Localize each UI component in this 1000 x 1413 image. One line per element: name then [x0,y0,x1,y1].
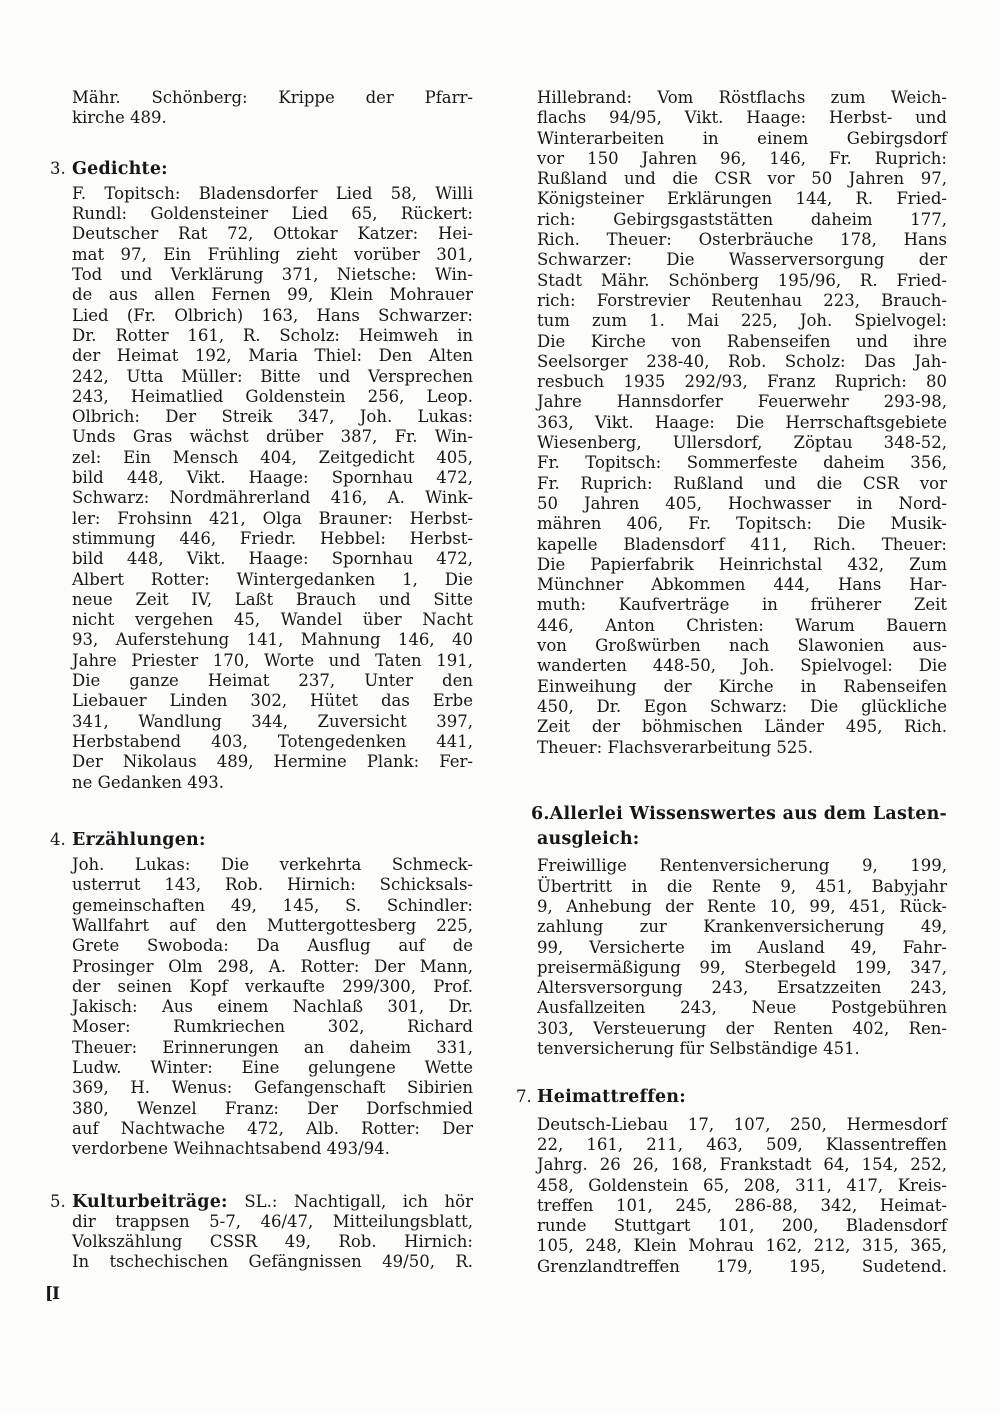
section-5-body [72,1212,473,1273]
section-6-heading-line-1 [531,804,947,824]
text-line: Joh. Lukas: Die verkehrta Schmeck- [72,855,473,875]
section-6-body [537,856,947,1059]
text-line: neue Zeit IV, Laßt Brauch und Sitte [72,589,473,609]
text-line: 450, Dr. Egon Schwarz: Die glückliche [537,696,947,716]
text-line: Seelsorger 238-40, Rob. Scholz: Das Jah- [537,351,947,371]
text-line: 50 Jahren 405, Hochwasser in Nord- [537,493,947,513]
section-5-first-line [72,1192,473,1212]
text-line: Münchner Abkommen 444, Hans Har- [537,575,947,595]
text-line: Hillebrand: Vom Röstflachs zum Weich- [537,88,947,107]
text-line: Albert Rotter: Wintergedanken 1, Die [72,569,473,589]
section-5-continued-paragraph [537,88,947,758]
text-line: Theuer: Erinnerungen an daheim 331, [72,1037,473,1057]
text-line: tum zum 1. Mai 225, Joh. Spielvogel: [537,311,947,331]
text-line: Prosinger Olm 298, A. Rotter: Der Mann, [72,956,473,976]
text-line: zel: Ein Mensch 404, Zeitgedicht 405, [72,447,473,467]
text-line: dir trappsen 5-7, 46/47, Mitteilungsblatt, [72,1211,473,1231]
text-line: mat 97, Ein Frühling zieht vorüber 301, [72,244,473,264]
text-line: Rußland und die CSR vor 50 Jahren 97, [537,169,947,189]
text-line: ler: Frohsinn 421, Olga Brauner: Herbst- [72,508,473,528]
text-line: auf Nachtwache 472, Alb. Rotter: Der [72,1118,473,1138]
text-line: Königsteiner Erklärungen 144, R. Fried- [537,189,947,209]
text-line: flachs 94/95, Vikt. Haage: Herbst- und [537,108,947,128]
text-line: gemeinschaften 49, 145, S. Schindler: [72,895,473,915]
text-line: Zeit der böhmischen Länder 495, Rich. [537,717,947,737]
section-3-heading [50,158,473,179]
text-line: 363, Vikt. Haage: Die Herrschaftsgebiete [537,412,947,432]
text-line: resbuch 1935 292/93, Franz Ruprich: 80 [537,372,947,392]
text-line: muth: Kaufverträge in früherer Zeit [537,595,947,615]
page-number-marker: [I [45,1284,59,1304]
text-line: tenversicherung für Selbständige 451. [537,1039,860,1059]
text-line: runde Stuttgart 101, 200, Bladensdorf [537,1216,947,1236]
text-line: Theuer: Flachsverarbeitung 525. [537,737,814,757]
text-line: Freiwillige Rentenversicherung 9, 199, [537,856,947,876]
text-line: vor 150 Jahren 96, 146, Fr. Ruprich: [537,148,947,168]
text-line: In tschechischen Gefängnissen 49/50, R. [72,1252,473,1272]
text-line: Altersversorgung 243, Ersatzzeiten 243, [537,978,947,998]
text-line: Die Papierfabrik Heinrichstal 432, Zum [537,554,947,574]
section-6-title-part-1: Allerlei Wissenswertes aus dem Lasten- [549,803,947,824]
text-line: rich: Forstrevier Reutenhau 223, Brauch- [537,290,947,310]
text-line: Stadt Mähr. Schönberg 195/96, R. Fried- [537,270,947,290]
text-line: Jakisch: Aus einem Nachlaß 301, Dr. [72,997,473,1017]
section-7-heading [516,1087,947,1108]
text-line: verdorbene Weihnachtsabend 493/94. [72,1139,390,1159]
text-line: Der Nikolaus 489, Hermine Plank: Fer- [72,752,473,772]
text-line: nicht vergehen 45, Wandel über Nacht [72,610,473,630]
text-line: kirche 489. [72,108,167,128]
right-column [517,88,947,1277]
text-line: Deutscher Rat 72, Ottokar Katzer: Hei- [72,224,473,244]
text-line: 243, Heimatlied Goldenstein 256, Leop. [72,386,473,406]
text-line: stimmung 446, Friedr. Hebbel: Herbst- [72,528,473,548]
text-line: Unds Gras wächst drüber 387, Fr. Win- [72,427,473,447]
text-line: Übertritt in die Rente 9, 451, Babyjahr [537,876,947,896]
section-3-number: 3. [50,158,66,178]
text-line: 9, Anhebung der Rente 10, 99, 451, Rück- [537,896,947,916]
text-line: 446, Anton Christen: Warum Bauern [537,615,947,635]
text-line: zahlung zur Krankenversicherung 49, [537,917,947,937]
section-4-heading [50,829,473,850]
section-5-title: Kulturbeiträge: [72,1191,228,1212]
section-4-title: Erzählungen: [72,829,206,850]
section-4-body [72,855,473,1159]
section-5-first-line-rest: SL.: Nachtigall, ich hör [244,1191,473,1211]
text-line: 341, Wandlung 344, Zuversicht 397, [72,711,473,731]
text-line: Schwarzer: Die Wasserversorgung der [537,250,947,270]
text-line: F. Topitsch: Bladensdorfer Lied 58, Willi [72,183,473,203]
text-line: bild 448, Vikt. Haage: Spornhau 472, [72,549,473,569]
text-line: Winterarbeiten in einem Gebirgsdorf [537,128,947,148]
text-line: Grenzlandtreffen 179, 195, Sudetend. [537,1256,947,1276]
text-line: Volkszählung CSSR 49, Rob. Hirnich: [72,1232,473,1252]
text-line: Deutsch-Liebau 17, 107, 250, Hermesdorf [537,1114,947,1134]
section-6-heading [531,804,947,850]
text-line: Die Kirche von Rabenseifen und ihre [537,331,947,351]
section-7-body [537,1115,947,1277]
text-line: wanderten 448-50, Joh. Spielvogel: Die [537,656,947,676]
text-line: 458, Goldenstein 65, 208, 311, 417, Kreis- [537,1175,947,1195]
section-7-number: 7. [516,1087,532,1107]
text-line: Jahrg. 26 26, 168, Frankstadt 64, 154, 252, [537,1155,947,1175]
text-line: Olbrich: Der Streik 347, Joh. Lukas: [72,407,473,427]
section-3-title: Gedichte: [72,158,168,179]
text-line: Herbstabend 403, Totengedenken 441, [72,731,473,751]
text-line: Moser: Rumkriechen 302, Richard [72,1017,473,1037]
text-line: 99, Versicherte im Ausland 49, Fahr- [537,937,947,957]
section-6-number: 6. [531,803,550,824]
text-line: Dr. Rotter 161, R. Scholz: Heimweh in [72,325,473,345]
text-line: Tod und Verklärung 371, Nietsche: Win- [72,265,473,285]
text-line: Jahre Hannsdorfer Feuerwehr 293-98, [537,392,947,412]
text-line: Fr. Ruprich: Rußland und die CSR vor [537,473,947,493]
text-line: von Großwürben nach Slawonien aus- [537,636,947,656]
text-line: Liebauer Linden 302, Hütet das Erbe [72,691,473,711]
text-line: Ludw. Winter: Eine gelungene Wette [72,1058,473,1078]
text-line: Schwarz: Nordmährerland 416, A. Wink- [72,488,473,508]
text-line: Rich. Theuer: Osterbräuche 178, Hans [537,230,947,250]
section-6-heading-line-2: ausgleich: [537,829,640,850]
text-line: Fr. Topitsch: Sommerfeste daheim 356, [537,453,947,473]
section-4-number: 4. [50,829,66,849]
text-line: usterrut 143, Rob. Hirnich: Schicksals- [72,875,473,895]
text-line: de aus allen Fernen 99, Klein Mohrauer [72,285,473,305]
text-line: kapelle Bladensdorf 411, Rich. Theuer: [537,534,947,554]
text-line: treffen 101, 245, 286-88, 342, Heimat- [537,1195,947,1215]
text-line: Wallfahrt auf den Muttergottesberg 225, [72,915,473,935]
text-line: Jahre Priester 170, Worte und Taten 191, [72,650,473,670]
text-line: 22, 161, 211, 463, 509, Klassentreffen [537,1134,947,1154]
text-line: Die ganze Heimat 237, Unter den [72,671,473,691]
left-column [50,88,473,1273]
text-line: Grete Swoboda: Da Ausflug auf de [72,936,473,956]
section-7-title: Heimattreffen: [537,1087,686,1108]
text-line: 380, Wenzel Franz: Der Dorfschmied [72,1098,473,1118]
text-line: Rundl: Goldensteiner Lied 65, Rückert: [72,204,473,224]
text-line: Ausfallzeiten 243, Neue Postgebühren [537,998,947,1018]
text-line: Einweihung der Kirche in Rabenseifen [537,676,947,696]
text-line: Mähr. Schönberg: Krippe der Pfarr- [72,88,473,107]
section-5 [50,1191,473,1273]
text-line: Lied (Fr. Olbrich) 163, Hans Schwarzer: [72,305,473,325]
text-line: Wiesenberg, Ullersdorf, Zöptau 348-52, [537,433,947,453]
text-line: mähren 406, Fr. Topitsch: Die Musik- [537,514,947,534]
text-line: der seinen Kopf verkaufte 299/300, Prof. [72,976,473,996]
section-5-number: 5. [50,1191,66,1211]
text-line: 93, Auferstehung 141, Mahnung 146, 40 [72,630,473,650]
text-line: 303, Versteuerung der Renten 402, Ren- [537,1018,947,1038]
text-line: rich: Gebirgsgaststätten daheim 177, [537,209,947,229]
text-line: der Heimat 192, Maria Thiel: Den Alten [72,346,473,366]
section-3-body [72,184,473,793]
text-line: 369, H. Wenus: Gefangenschaft Sibirien [72,1078,473,1098]
continuation-paragraph [72,88,473,129]
text-line: 242, Utta Müller: Bitte und Versprechen [72,366,473,386]
text-line: preisermäßigung 99, Sterbegeld 199, 347, [537,957,947,977]
text-line: bild 448, Vikt. Haage: Spornhau 472, [72,468,473,488]
text-line: ne Gedanken 493. [72,772,224,792]
text-line: 105, 248, Klein Mohrau 162, 212, 315, 365, [537,1236,947,1256]
